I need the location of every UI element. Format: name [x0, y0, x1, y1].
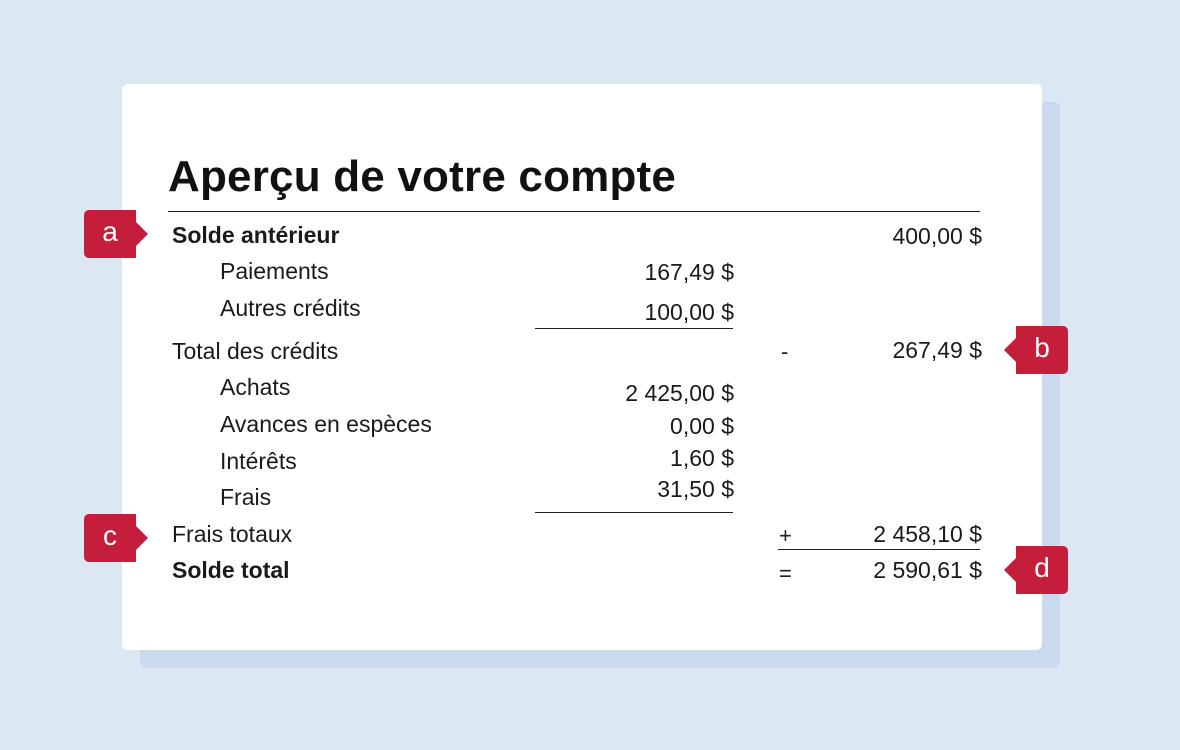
fees-amount: 31,50 $	[657, 476, 734, 502]
title-divider	[168, 211, 980, 212]
badge-c: c	[84, 514, 136, 562]
previous-balance-label: Solde antérieur	[172, 222, 340, 248]
previous-balance-amount: 400,00 $	[892, 223, 982, 249]
minus-operator: -	[781, 339, 789, 364]
purchases-label: Achats	[220, 374, 291, 400]
fees-label: Frais	[220, 484, 272, 510]
payments-label: Paiements	[220, 258, 329, 284]
total-credits-amount: 267,49 $	[892, 337, 982, 363]
other-credits-amount: 100,00 $	[644, 299, 734, 325]
total-balance-amount: 2 590,61 $	[873, 557, 982, 583]
badge-d: d	[1016, 546, 1068, 594]
other-credits-label: Autres crédits	[220, 295, 361, 321]
total-balance-label: Solde total	[172, 557, 290, 583]
total-credits-label: Total des crédits	[172, 338, 339, 364]
payments-amount: 167,49 $	[644, 259, 734, 285]
balance-sum-line	[778, 549, 980, 550]
total-charges-amount: 2 458,10 $	[873, 521, 982, 547]
page-title: Aperçu de votre compte	[168, 152, 677, 201]
interest-label: Intérêts	[220, 448, 297, 474]
purchases-amount: 2 425,00 $	[625, 380, 734, 406]
total-charges-label: Frais totaux	[172, 521, 293, 547]
badge-a: a	[84, 210, 136, 258]
cash-advances-label: Avances en espèces	[220, 411, 432, 437]
charges-subtotal-line	[535, 512, 733, 513]
cash-advances-amount: 0,00 $	[670, 413, 734, 439]
credits-subtotal-line	[535, 328, 733, 329]
badge-b: b	[1016, 326, 1068, 374]
plus-operator: +	[779, 523, 792, 548]
interest-amount: 1,60 $	[670, 445, 734, 471]
equals-operator: =	[779, 561, 792, 586]
